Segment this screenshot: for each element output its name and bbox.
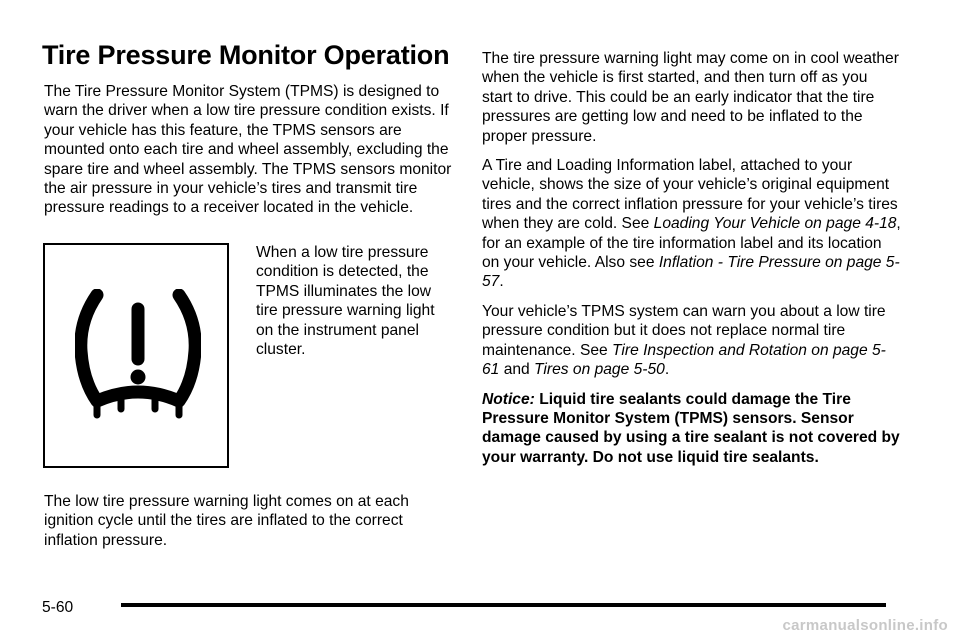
low-tire-pressure-warning-icon: [75, 289, 201, 424]
footer-rule: [121, 603, 886, 607]
inflation-tire-pressure-reference: Inflation - Tire Pressure on page 5-57: [482, 254, 900, 291]
page-number: 5-60: [42, 599, 74, 616]
intro-paragraph: The Tire Pressure Monitor System (TPMS) is designed to warn the driver when a low tire pressure condition exists. If your vehicle has this feature, the TPMS sensors are mounted onto each tire and wheel assembly, excluding the spare tire and wheel assembly. The TPMS sensors monitor the air pressure in your vehicle’s tires and transmit tire pressure readings to a receiver located in the vehicle.: [44, 83, 452, 217]
warning-light-paragraph: When a low tire pressure condition is detected, the TPMS illuminates the low tire pressure warning light on the instrument panel cluster.: [256, 244, 435, 359]
left-column: [44, 82, 456, 228]
page-title: Tire Pressure Monitor Operation: [42, 40, 450, 70]
loading-your-vehicle-reference: Loading Your Vehicle on page 4-18: [653, 215, 897, 233]
notice-text: Liquid tire sealants could damage the Tire Pressure Monitor System (TPMS) sensors. Sensor damage caused by using a tire sealant is not covered by your warranty. Do not use liquid tire sealants.: [482, 390, 900, 466]
warning-light-figure: [43, 243, 229, 468]
cool-weather-paragraph: The tire pressure warning light may come on in cool weather when the vehicle is first started, and then turn off as you start to drive. This could be an early indicator that the tire pressures are getting low and need to be inflated to the proper pressure.: [482, 50, 899, 145]
tires-reference: Tires on page 5-50: [534, 361, 665, 379]
right-column: [482, 49, 902, 477]
tire-inspection-reference: Tire Inspection and Rotation on page 5-61: [482, 341, 886, 379]
notice-paragraph: [482, 390, 902, 468]
site-watermark: carmanualsonline.info: [782, 617, 948, 634]
notice-label: Notice:: [482, 390, 535, 408]
ignition-cycle-paragraph: The low tire pressure warning light comes on at each ignition cycle until the tires are inflated to the correct inflation pressure.: [44, 493, 409, 549]
maintenance-paragraph: Your vehicle’s TPMS system can warn you about a low tire pressure condition but it does not replace normal tire maintenance. See Tire Inspection and Rotation on page 5-61 and Tires on page 5-50.: [482, 302, 886, 379]
tire-label-paragraph: A Tire and Loading Information label, attached to your vehicle, shows the size of your vehicle’s original equipment tires and the correct inflation pressure for your vehicle’s tires when they are cold. See Loading Your Vehicle on page 4-18, for an example of the tire information label and its location on your vehicle. Also see Inflation - Tire Pressure on page 5-57.: [482, 157, 901, 291]
